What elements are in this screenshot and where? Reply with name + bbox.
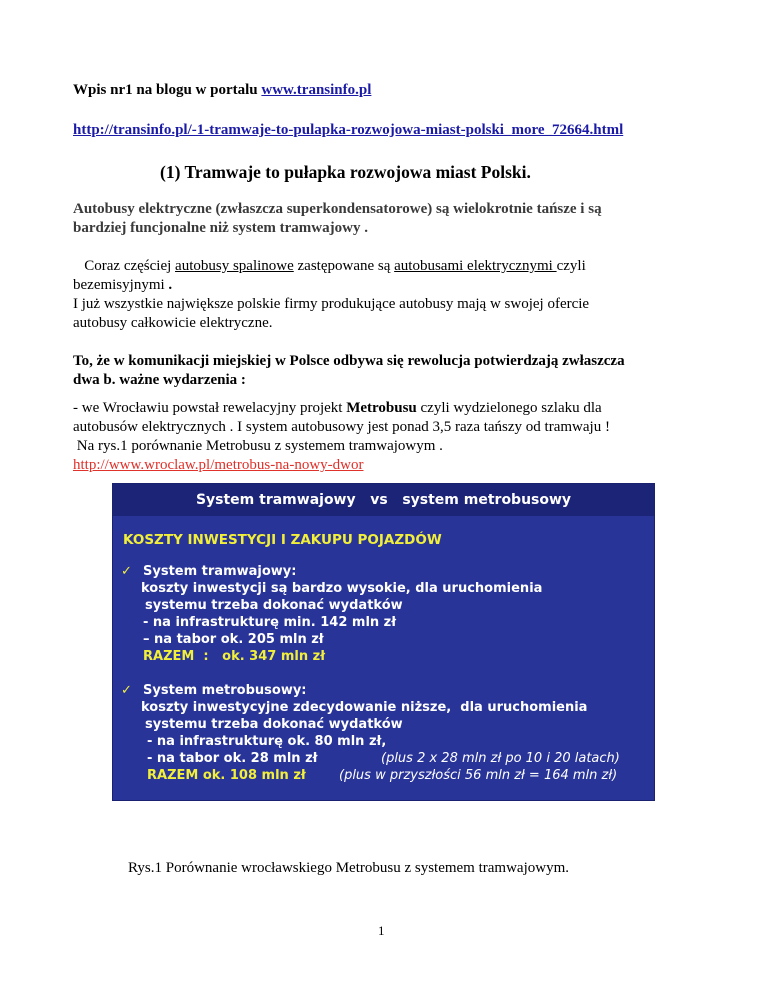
portal-link[interactable]: www.transinfo.pl <box>261 82 372 98</box>
blog-entry-line <box>73 81 371 100</box>
para1-line2-text: bezemisyjnymi <box>73 277 169 293</box>
para1-underlined-1: autobusy spalinowe <box>175 258 294 274</box>
wroclaw-metrobus-link[interactable]: http://www.wroclaw.pl/metrobus-na-nowy-dwor <box>73 457 364 473</box>
para3-line-3: Na rys.1 porównanie Metrobusu z systemem tramwajowym . <box>73 438 443 454</box>
para3-line-1 <box>73 399 602 418</box>
para1-line2-dot: . <box>168 277 173 293</box>
metro-line-3: - na infrastrukturę ok. 80 mln zł, <box>147 734 387 749</box>
slide-section-title: KOSZTY INWESTYCJI I ZAKUPU POJAZDÓW <box>123 532 442 548</box>
tram-title: System tramwajowy: <box>143 564 297 579</box>
slide-header: System tramwajowy vs system metrobusowy <box>113 484 654 516</box>
comparison-slide <box>112 483 655 801</box>
metro-line-2: systemu trzeba dokonać wydatków <box>145 717 403 732</box>
lead-line-1: Autobusy elektryczne (zwłaszcza superkondensatorowe) są wielokrotnie tańsze i są <box>73 201 602 217</box>
para2-line-1: To, że w komunikacji miejskiej w Polsce odbywa się rewolucja potwierdzają zwłaszcza <box>73 353 625 369</box>
figure-caption: Rys.1 Porównanie wrocławskiego Metrobusu z systemem tramwajowym. <box>128 860 569 876</box>
metro-line-4: - na tabor ok. 28 mln zł <box>147 751 318 766</box>
para3-link-line <box>73 456 364 475</box>
para2-line-2: dwa b. ważne wydarzenia : <box>73 372 246 388</box>
page-number: 1 <box>378 923 385 938</box>
para1-text-b: zastępowane są <box>293 258 395 274</box>
tram-total: RAZEM : ok. 347 mln zł <box>143 649 326 664</box>
para1-line-3: I już wszystkie największe polskie firmy produkujące autobusy mają w swojej ofercie <box>73 296 590 312</box>
article-url-line <box>73 121 623 140</box>
blog-entry-prefix: Wpis nr1 na blogu w portalu <box>73 82 262 98</box>
tram-line-2: systemu trzeba dokonać wydatków <box>145 598 403 613</box>
lead-line-2: bardziej funcjonalne niż system tramwajowy . <box>73 220 368 236</box>
metro-title: System metrobusowy: <box>143 683 307 698</box>
article-url-link[interactable]: http://transinfo.pl/-1-tramwaje-to-pulapka-rozwojowa-miast-polski_more_72664.html <box>73 122 624 138</box>
para3-text-b: czyli wydzielonego szlaku dla <box>416 400 602 416</box>
tram-line-4: – na tabor ok. 205 mln zł <box>143 632 324 647</box>
metro-line-1: koszty inwestycyjne zdecydowanie niższe, dla uruchomienia <box>141 700 588 715</box>
check-icon: ✓ <box>121 564 132 579</box>
para1-line-1 <box>73 257 586 276</box>
check-icon: ✓ <box>121 683 132 698</box>
para3-text-a: - we Wrocławiu powstał rewelacyjny projekt <box>73 400 347 416</box>
para1-underlined-2: autobusami elektrycznymi <box>394 258 557 274</box>
tram-line-1: koszty inwestycji są bardzo wysokie, dla uruchomienia <box>141 581 543 596</box>
para1-text-a: Coraz częściej <box>73 258 176 274</box>
metrobus-bold: Metrobusu <box>346 400 417 416</box>
para3-line-2: autobusów elektrycznych . I system autobusowy jest ponad 3,5 raza tańszy od tramwaju ! <box>73 419 610 435</box>
metro-total-note: (plus w przyszłości 56 mln zł = 164 mln zł) <box>339 768 618 783</box>
metro-total: RAZEM ok. 108 mln zł <box>147 768 306 783</box>
para1-text-c: czyli <box>556 258 586 274</box>
page-title: (1) Tramwaje to pułapka rozwojowa miast Polski. <box>160 162 531 182</box>
para1-line-4: autobusy całkowicie elektryczne. <box>73 315 273 331</box>
para1-line-2 <box>73 276 172 295</box>
metro-line-4-note: (plus 2 x 28 mln zł po 10 i 20 latach) <box>381 751 620 766</box>
tram-line-3: - na infrastrukturę min. 142 mln zł <box>143 615 397 630</box>
